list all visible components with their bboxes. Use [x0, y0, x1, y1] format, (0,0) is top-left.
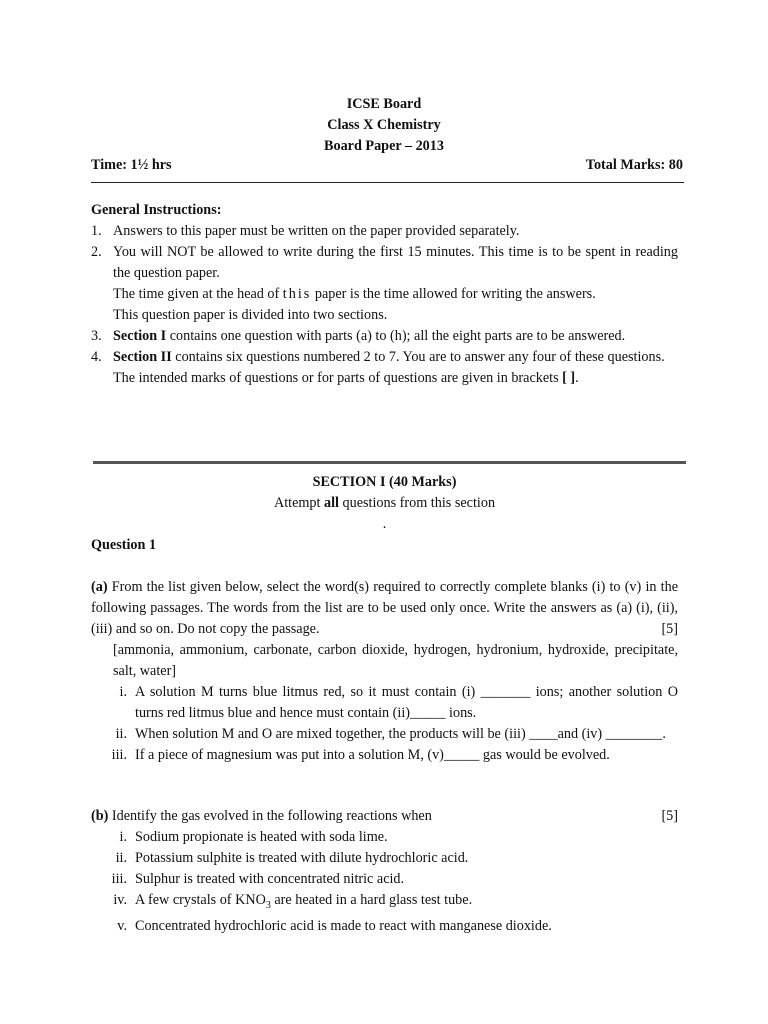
- section-dot: .: [382, 516, 387, 532]
- total-marks-label: Total Marks: 80: [585, 157, 683, 173]
- sub-question: iii. If a piece of magnesium was put into a solution M, (v)_____ gas would be evolved.: [111, 747, 610, 763]
- marks-label: [5]: [661, 621, 678, 637]
- marks-label: [5]: [661, 808, 678, 824]
- sub-question: iii. Sulphur is treated with concentrated nitric acid.: [111, 871, 405, 887]
- board-title: ICSE Board: [346, 96, 422, 112]
- instruction-item: 3. Section I contains one question with parts (a) to (h); all the eight parts are to be answered.: [91, 328, 626, 344]
- section-heading-block: [91, 472, 678, 535]
- class-title: Class X Chemistry: [327, 117, 441, 133]
- instruction-item: 4. Section II contains six questions numbered 2 to 7. You are to answer any four of these questions.: [91, 349, 665, 365]
- question-1a-prompt: (a) From the list given below, select the word(s) required to correctly complete blanks (i) to (v) in the following passages. The words from the list are to be used only once. Write the answers as (a) (i), (ii), (iii) and so on. Do not copy the passage. [5]: [91, 577, 678, 640]
- paper-title: Board Paper – 2013: [324, 138, 444, 154]
- instructions-heading: General Instructions:: [91, 202, 222, 218]
- question-1b: [91, 806, 678, 937]
- section-title: SECTION I (40 Marks): [312, 474, 457, 490]
- header-divider: [91, 182, 684, 183]
- instruction-item: The intended marks of questions or for parts of questions are given in brackets [ ].: [113, 370, 579, 386]
- general-instructions: [91, 200, 678, 389]
- sub-question: ii. When solution M and O are mixed together, the products will be (iii) ____and (iv) ________.: [115, 726, 666, 742]
- question-1-label: Question 1: [91, 537, 157, 553]
- sub-question: i. A solution M turns blue litmus red, so it must contain (i) _______ ions; another solution O turns red litmus blue and hence must contain (ii)_____ ions.: [119, 684, 678, 721]
- word-list: [ammonia, ammonium, carbonate, carbon dioxide, hydrogen, hydronium, hydroxide, precipitate, salt, water]: [113, 642, 678, 679]
- sub-question: i. Sodium propionate is heated with soda lime.: [119, 829, 388, 845]
- section-instruction: Attempt all questions from this section: [273, 495, 496, 511]
- instruction-item: This question paper is divided into two sections.: [113, 307, 388, 323]
- sub-question: v. Concentrated hydrochloric acid is made to react with manganese dioxide.: [117, 917, 552, 934]
- question-1b-prompt: (b) Identify the gas evolved in the following reactions when [5]: [91, 806, 678, 827]
- section-divider: [93, 461, 686, 464]
- instruction-item: 2. You will NOT be allowed to write during the first 15 minutes. This time is to be spent in reading the question paper.: [91, 244, 678, 281]
- instruction-item: 1. Answers to this paper must be written on the paper provided separately.: [91, 223, 520, 239]
- sub-question: iv. A few crystals of $KNO_3$ are heated in a hard glass test tube.: [113, 892, 473, 911]
- instruction-item: The time given at the head of this paper is the time allowed for writing the answers.: [113, 286, 596, 302]
- time-marks-row: [91, 157, 683, 178]
- time-label: Time: 1½ hrs: [91, 157, 172, 173]
- question-1a: [91, 577, 678, 766]
- paper-header: [0, 94, 768, 157]
- sub-question: ii. Potassium sulphite is treated with dilute hydrochloric acid.: [115, 850, 469, 866]
